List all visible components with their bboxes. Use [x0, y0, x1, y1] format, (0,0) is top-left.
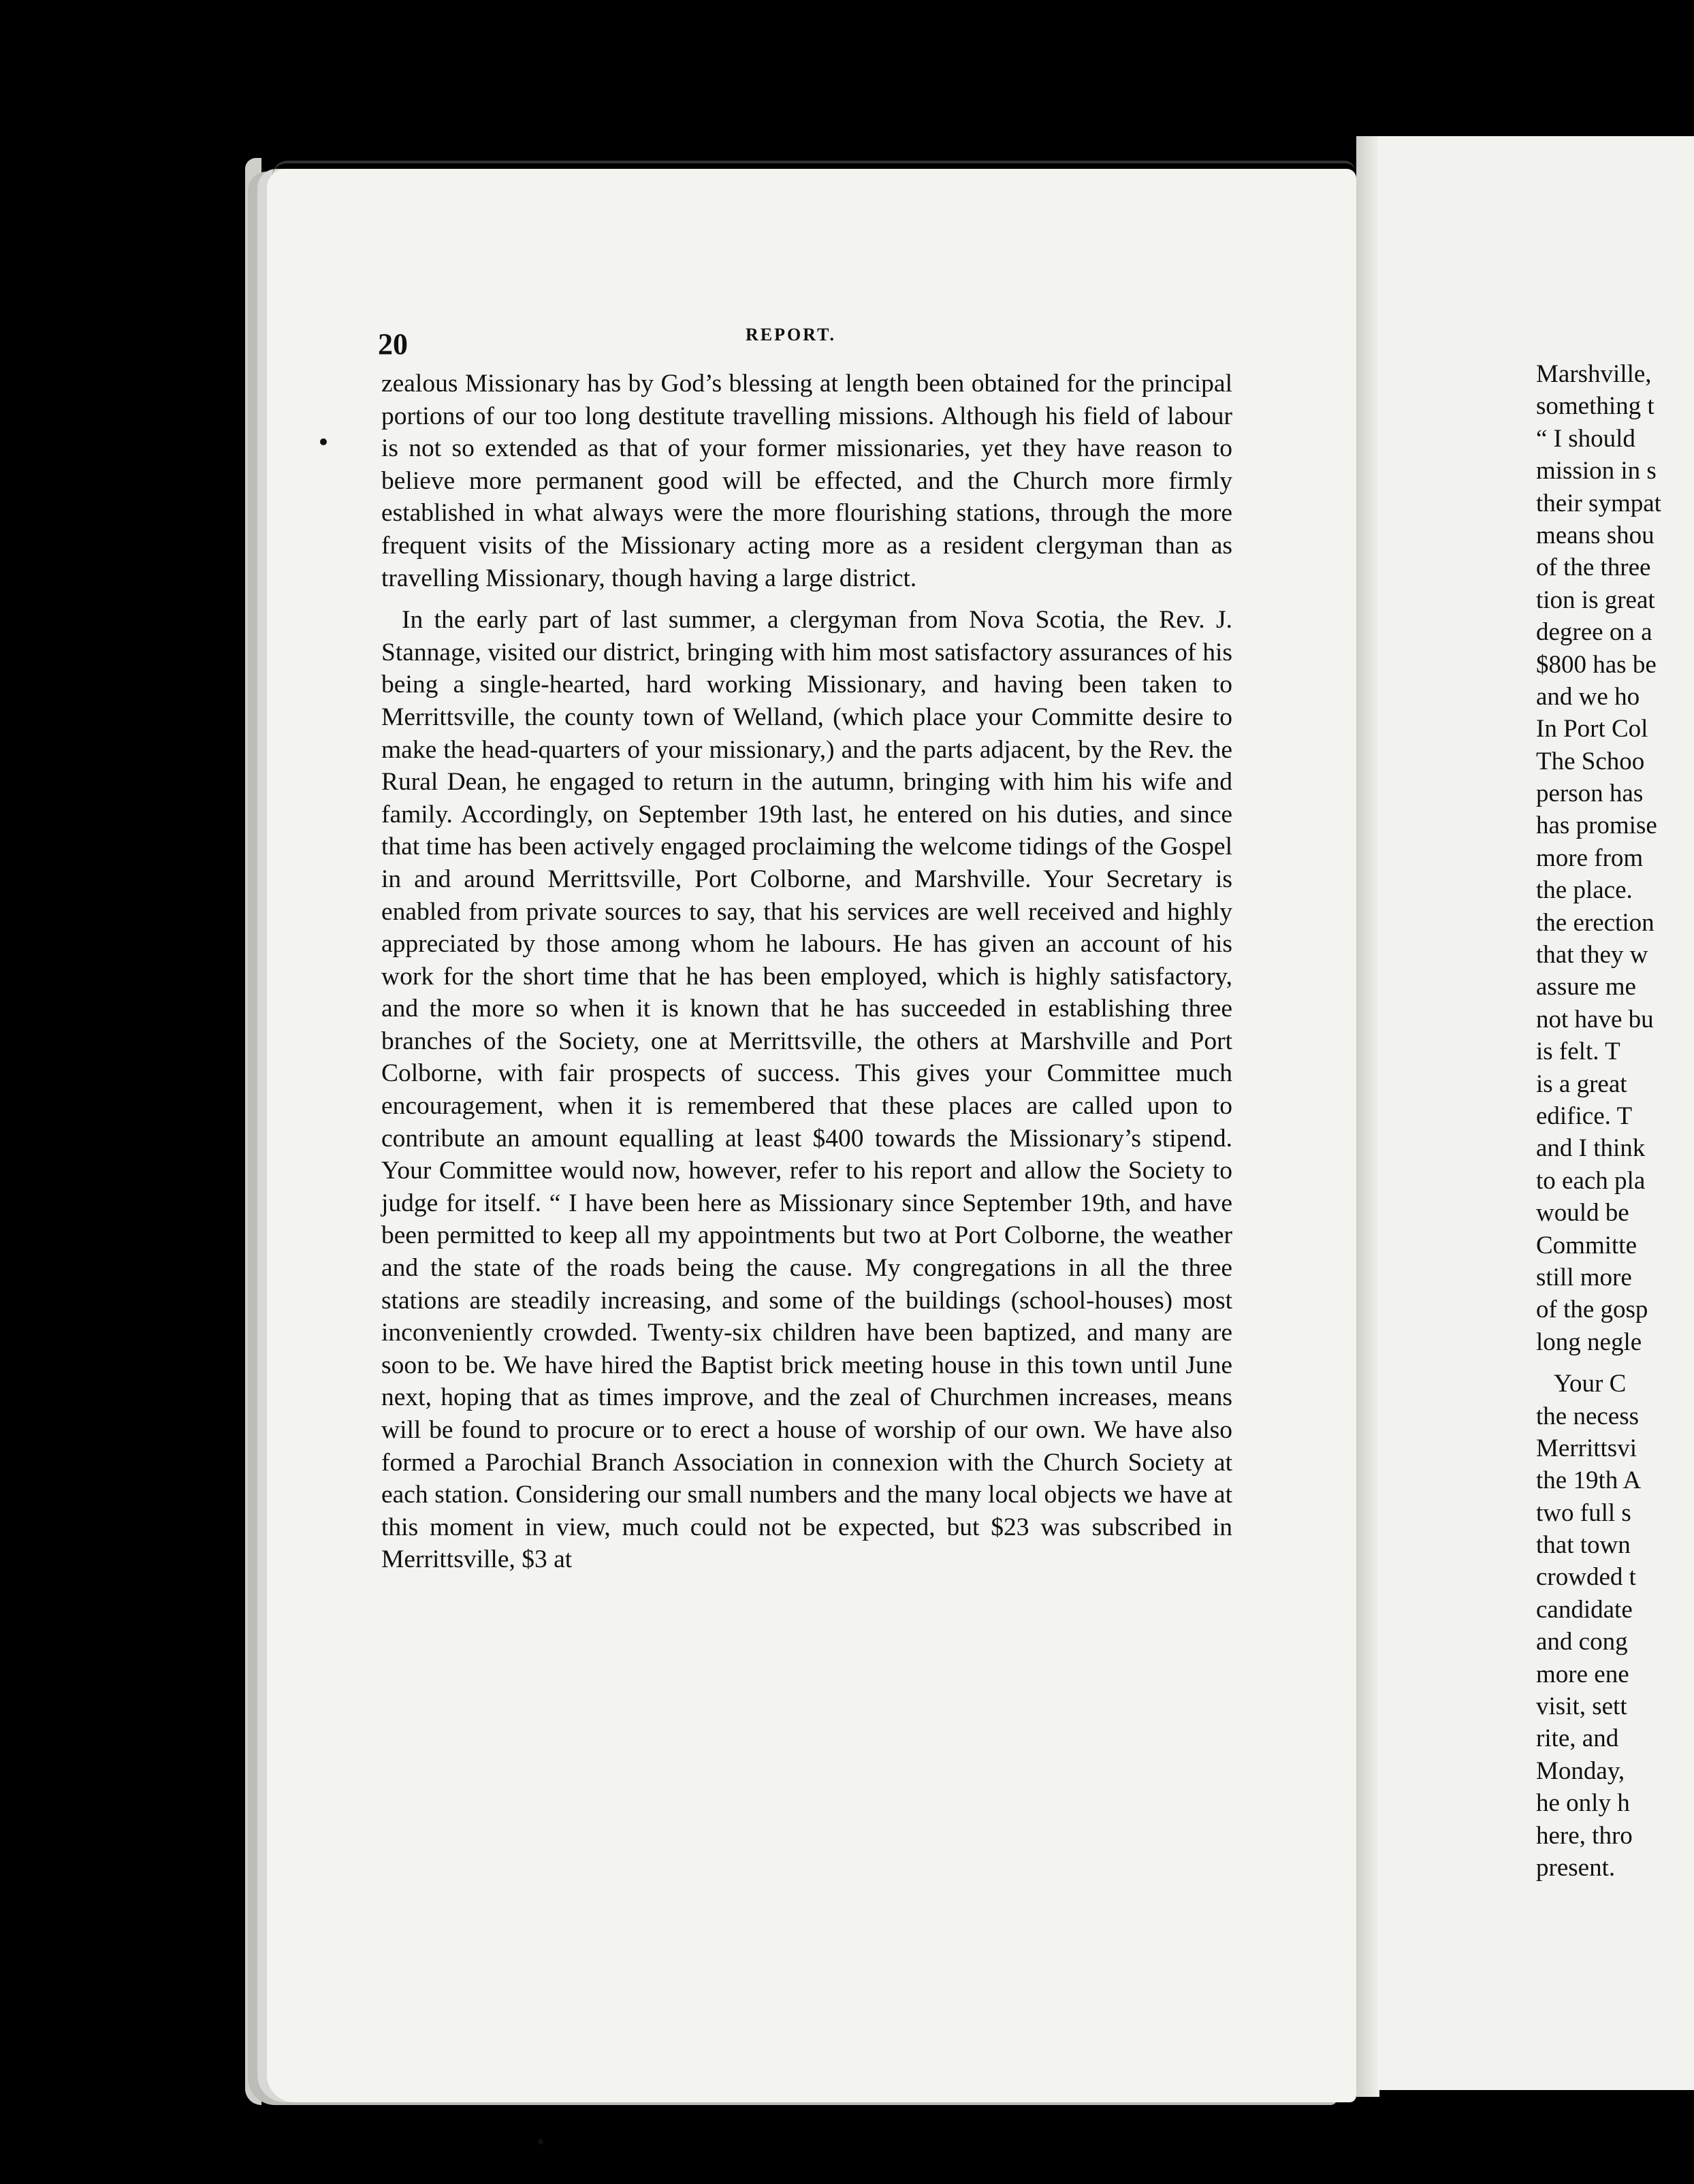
right-page-line: something t	[1536, 392, 1655, 421]
right-page-line: that town	[1536, 1531, 1631, 1560]
running-head: REPORT.	[746, 325, 836, 344]
book-page-edge	[245, 158, 261, 2105]
right-page-line: he only h	[1536, 1789, 1630, 1818]
right-page-line: crowded t	[1536, 1563, 1636, 1592]
right-page-line: their sympat	[1536, 489, 1661, 517]
right-page-line: two full s	[1536, 1498, 1631, 1527]
right-page-line: candidate	[1536, 1595, 1633, 1624]
right-page-line: present.	[1536, 1853, 1616, 1882]
right-page-line: and I think	[1536, 1134, 1646, 1163]
right-page-line: Committe	[1536, 1231, 1637, 1259]
right-page-line: of the three	[1536, 553, 1651, 582]
right-page-line: still more	[1536, 1263, 1632, 1291]
right-page-line: The Schoo	[1536, 747, 1645, 775]
right-page-line: the necess	[1536, 1402, 1640, 1430]
page-number: 20	[378, 327, 408, 361]
right-page-line: “ I should	[1536, 424, 1635, 453]
right-page-line: rite, and	[1536, 1724, 1619, 1753]
right-page-line: is felt. T	[1536, 1038, 1620, 1066]
right-page-line: more ene	[1536, 1660, 1629, 1688]
right-page-line: Merrittsvi	[1536, 1434, 1637, 1462]
right-page-line: the place.	[1536, 876, 1633, 905]
right-page-line: the erection	[1536, 908, 1655, 937]
right-page-line: means shou	[1536, 521, 1655, 549]
right-page-line: Monday,	[1536, 1756, 1625, 1785]
right-page-line: Your C	[1554, 1370, 1627, 1398]
right-page-line: not have bu	[1536, 1005, 1654, 1033]
right-page-line: degree on a	[1536, 618, 1652, 647]
right-page-line: edifice. T	[1536, 1102, 1633, 1130]
book-gutter	[1356, 136, 1379, 2097]
left-page-body	[381, 368, 1232, 1576]
right-page-line: to each pla	[1536, 1166, 1646, 1195]
right-page-line: and we ho	[1536, 682, 1640, 711]
right-page-line: visit, sett	[1536, 1692, 1627, 1721]
right-page-line: In Port Col	[1536, 715, 1648, 743]
paragraph-2: In the early part of last summer, a clergyman from Nova Scotia, the Rev. J. Stannage, visited our district, bringing with him most satisfactory assurances of his being a single-hearted, hard working Missionary, and having been taken to Merrittsville, the county town of Welland, (which place your Committe desire to make the head-quarters of your missionary,) and the parts adjacent, by the Rev. the Rural Dean, he engaged to return in the autumn, bringing with him his wife and family. Accordingly, on September 19th last, he entered on his duties, and since that time has been actively engaged proclaiming the welcome tidings of the Gospel in and around Merrittsville, Port Colborne, and Marshville. Your Secretary is enabled from private sources to say, that his services are well received and highly appreciated by those among whom he labours. He has given an account of his work for the short time that he has been employed, which is highly satisfactory, and the more so when it is known that he has succeeded in establishing three branches of the Society, one at Merrittsville, the others at Marshville and Port Colborne, with fair prospects of success. This gives your Committee much encouragement, when it is remembered that these places are called upon to contribute an amount equalling at least $400 towards the Missionary’s stipend. Your Committee would now, however, refer to his report and allow the Society to judge for itself. “ I have been here as Missionary since September 19th, and have been permitted to keep all my appointments but two at Port Colborne, the weather and the state of the roads being the cause. My congregations in all the three stations are steadily increasing, and some of the buildings (school-houses) most inconveniently crowded. Twenty-six children have been baptized, and many are soon to be. We have hired the Baptist brick meeting house in this town until June next, hoping that as times improve, and the zeal of Churchmen increases, means will be found to procure or to erect a house of worship of our own. We have also formed a Parochial Branch Association in connexion with the Church Society at each station. Considering our small numbers and the many local objects we have at this moment in view, much could not be expected, but $23 was subscribed in Merrittsville, $3 at	[381, 606, 1232, 1574]
right-page-line: assure me	[1536, 973, 1636, 1001]
page-top-edge	[272, 161, 1355, 176]
paragraph-1: zealous Missionary has by God’s blessing at length been obtained for the principal portions of our too long destitute travelling missions. Although his field of labour is not so extended as that of your former missionaries, yet they have reason to believe more permanent good will be effected, and the Church more firmly established in what always were the more flourishing stations, through the more frequent visits of the Missionary acting more as a resident clergyman than as travelling Missionary, though having a large district.	[381, 370, 1232, 592]
ink-speck	[320, 438, 327, 445]
right-page-line: that they w	[1536, 941, 1648, 969]
right-page-line: here, thro	[1536, 1821, 1633, 1850]
right-page-line: and cong	[1536, 1628, 1628, 1656]
right-page-line: has promise	[1536, 812, 1657, 840]
right-page-line: of the gosp	[1536, 1296, 1648, 1324]
right-page-line: would be	[1536, 1199, 1629, 1227]
right-page-line: the 19th A	[1536, 1466, 1642, 1495]
right-page-line: person has	[1536, 780, 1644, 808]
right-page-line: Marshville,	[1536, 360, 1652, 388]
ink-speck	[538, 2139, 543, 2145]
right-page-line: long negle	[1536, 1328, 1642, 1356]
right-page-line: $800 has be	[1536, 650, 1657, 679]
right-page-line: more from	[1536, 844, 1644, 872]
right-page-line: is a great	[1536, 1070, 1627, 1098]
right-page-line: tion is great	[1536, 585, 1655, 614]
right-page-text-fragment	[1536, 358, 1694, 1884]
right-page-line: mission in s	[1536, 457, 1657, 485]
